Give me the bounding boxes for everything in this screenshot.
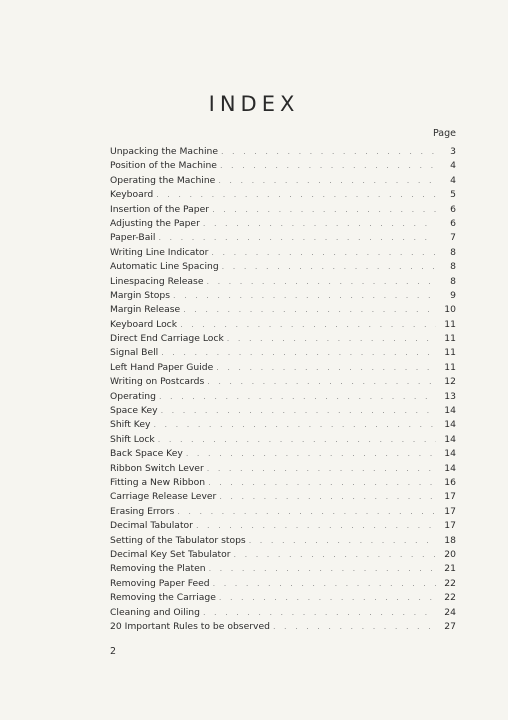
dot-leader: [203, 217, 436, 231]
page-number: 2: [110, 646, 117, 657]
index-entry: [110, 275, 456, 289]
index-entry-page: 14: [444, 462, 456, 474]
dot-leader: [249, 534, 436, 548]
index-entry-label: Removing Paper Feed: [110, 577, 210, 589]
index-entry-label: Space Key: [110, 405, 158, 417]
dot-leader: [219, 490, 436, 504]
index-entry: [110, 145, 456, 159]
page-title: INDEX: [208, 92, 300, 116]
dot-leader: [218, 174, 436, 188]
dot-leader: [153, 418, 436, 432]
dot-leader: [159, 390, 436, 404]
dot-leader: [207, 375, 436, 389]
dot-leader: [161, 346, 436, 360]
index-entry-label: Decimal Tabulator: [110, 520, 193, 532]
index-entry-page: 7: [450, 232, 456, 244]
index-entry-page: 17: [444, 520, 456, 532]
dot-leader: [216, 361, 436, 375]
index-entry: [110, 246, 456, 260]
index-entry-label: Margin Stops: [110, 289, 170, 301]
index-entry-page: 3: [450, 146, 456, 157]
index-entry-label: Linespacing Release: [110, 275, 204, 287]
index-entry-page: 14: [444, 405, 456, 417]
index-entry-page: 17: [444, 505, 456, 517]
index-entry: [110, 318, 456, 332]
index-entry-label: Decimal Key Set Tabulator: [110, 548, 231, 560]
index-entry: [110, 346, 456, 360]
dot-leader: [211, 246, 436, 260]
dot-leader: [222, 260, 436, 274]
index-entry-label: Adjusting the Paper: [110, 217, 200, 229]
dot-leader: [219, 591, 436, 605]
index-entry-page: 8: [450, 246, 456, 258]
dot-leader: [156, 188, 436, 202]
dot-leader: [213, 577, 436, 591]
dot-leader: [161, 404, 436, 418]
dot-leader: [206, 275, 436, 289]
dot-leader: [196, 519, 436, 533]
index-entry: [110, 404, 456, 418]
index-entry-label: Position of the Machine: [110, 160, 217, 172]
index-entry-page: 20: [444, 548, 456, 560]
index-entry: [110, 591, 456, 605]
dot-leader: [183, 303, 436, 317]
dot-leader: [186, 447, 436, 461]
index-entry-page: 4: [450, 160, 456, 172]
index-entry-label: Keyboard: [110, 189, 154, 201]
dot-leader: [273, 620, 436, 634]
dot-leader: [203, 606, 436, 620]
index-entry-page: 22: [444, 592, 456, 604]
index-entry: [110, 534, 456, 548]
index-entry-page: 4: [450, 174, 456, 186]
index-entry-label: Operating: [110, 390, 156, 402]
index-entry: [110, 390, 456, 404]
index-entry: [110, 203, 456, 217]
index-entry: [110, 159, 456, 173]
index-entry-label: Operating the Machine: [110, 174, 216, 186]
index-entry: [110, 231, 456, 245]
index-entry: [110, 418, 456, 432]
dot-leader: [220, 159, 436, 173]
index-entry-label: Insertion of the Paper: [110, 203, 210, 215]
index-entry-page: 8: [450, 261, 456, 273]
index-entry-page: 10: [444, 304, 456, 316]
index-entry-page: 24: [444, 606, 456, 618]
index-entry-label: Margin Release: [110, 304, 181, 316]
dot-leader: [158, 433, 436, 447]
index-entry-label: Removing the Platen: [110, 563, 206, 575]
index-entry: [110, 303, 456, 317]
index-entry-page: 6: [450, 217, 456, 229]
index-entry-label: Back Space Key: [110, 448, 183, 460]
index-entry: [110, 519, 456, 533]
index-entry-page: 8: [450, 275, 456, 287]
dot-leader: [180, 318, 436, 332]
index-entry-page: 12: [444, 376, 456, 388]
index-entry-page: 6: [450, 203, 456, 215]
dot-leader: [207, 462, 436, 476]
index-entry-page: 21: [444, 563, 456, 575]
index-entry: [110, 217, 456, 231]
index-entry: [110, 620, 456, 634]
index-entry-page: 18: [444, 534, 456, 546]
index-entry: [110, 577, 456, 591]
index-entry-label: Shift Lock: [110, 433, 155, 445]
index-entry-page: 13: [444, 390, 456, 402]
index-entry-page: 14: [444, 419, 456, 431]
dot-leader: [221, 145, 436, 159]
index-entry-label: Left Hand Paper Guide: [110, 361, 214, 373]
index-entry-label: Paper-Bail: [110, 232, 156, 244]
dot-leader: [177, 505, 436, 519]
index-entry-label: Automatic Line Spacing: [110, 261, 219, 273]
index-entry: [110, 361, 456, 375]
index-entry-label: Fitting a New Ribbon: [110, 476, 206, 488]
index-entry-page: 11: [444, 361, 456, 373]
dot-leader: [208, 476, 436, 490]
index-entry-label: Unpacking the Machine: [110, 146, 218, 157]
index-entry-label: Carriage Release Lever: [110, 491, 217, 503]
index-entry-page: 16: [444, 476, 456, 488]
index-entry-label: Cleaning and Oiling: [110, 606, 200, 618]
index-entry-label: Setting of the Tabulator stops: [110, 534, 246, 546]
index-entry: [110, 462, 456, 476]
index-entry-page: 14: [444, 448, 456, 460]
index-entry-label: Removing the Carriage: [110, 592, 216, 604]
index-entry-page: 14: [444, 433, 456, 445]
index-entry-label: Writing Line Indicator: [110, 246, 209, 258]
index-list: [110, 145, 456, 634]
index-entry-page: 9: [450, 289, 456, 301]
dot-leader: [173, 289, 436, 303]
index-entry: [110, 562, 456, 576]
index-entry: [110, 476, 456, 490]
index-entry-label: Signal Bell: [110, 347, 159, 359]
dot-leader: [227, 332, 436, 346]
index-entry: [110, 490, 456, 504]
dot-leader: [212, 203, 436, 217]
index-entry-label: Direct End Carriage Lock: [110, 333, 224, 345]
index-entry: [110, 332, 456, 346]
index-entry-page: 27: [444, 620, 456, 632]
index-entry: [110, 174, 456, 188]
index-entry-label: Ribbon Switch Lever: [110, 462, 204, 474]
index-entry: [110, 505, 456, 519]
index-entry-page: 11: [444, 318, 456, 330]
index-entry-page: 22: [444, 577, 456, 589]
index-entry-label: Writing on Postcards: [110, 376, 205, 388]
index-entry: [110, 447, 456, 461]
dot-leader: [234, 548, 436, 562]
index-entry-label: Erasing Errors: [110, 505, 175, 517]
index-entry-label: Keyboard Lock: [110, 318, 178, 330]
index-entry-label: Shift Key: [110, 419, 151, 431]
index-entry: [110, 606, 456, 620]
dot-leader: [158, 231, 436, 245]
index-entry-page: 11: [444, 347, 456, 359]
index-entry-page: 17: [444, 491, 456, 503]
dot-leader: [209, 562, 436, 576]
index-entry: [110, 433, 456, 447]
index-entry-page: 5: [450, 189, 456, 201]
index-entry-page: 11: [444, 333, 456, 345]
index-entry: [110, 188, 456, 202]
index-entry-label: 20 Important Rules to be observed: [110, 620, 270, 632]
page-column-header: Page: [433, 128, 456, 139]
index-entry: [110, 548, 456, 562]
index-entry: [110, 375, 456, 389]
index-entry: [110, 260, 456, 274]
index-entry: [110, 289, 456, 303]
